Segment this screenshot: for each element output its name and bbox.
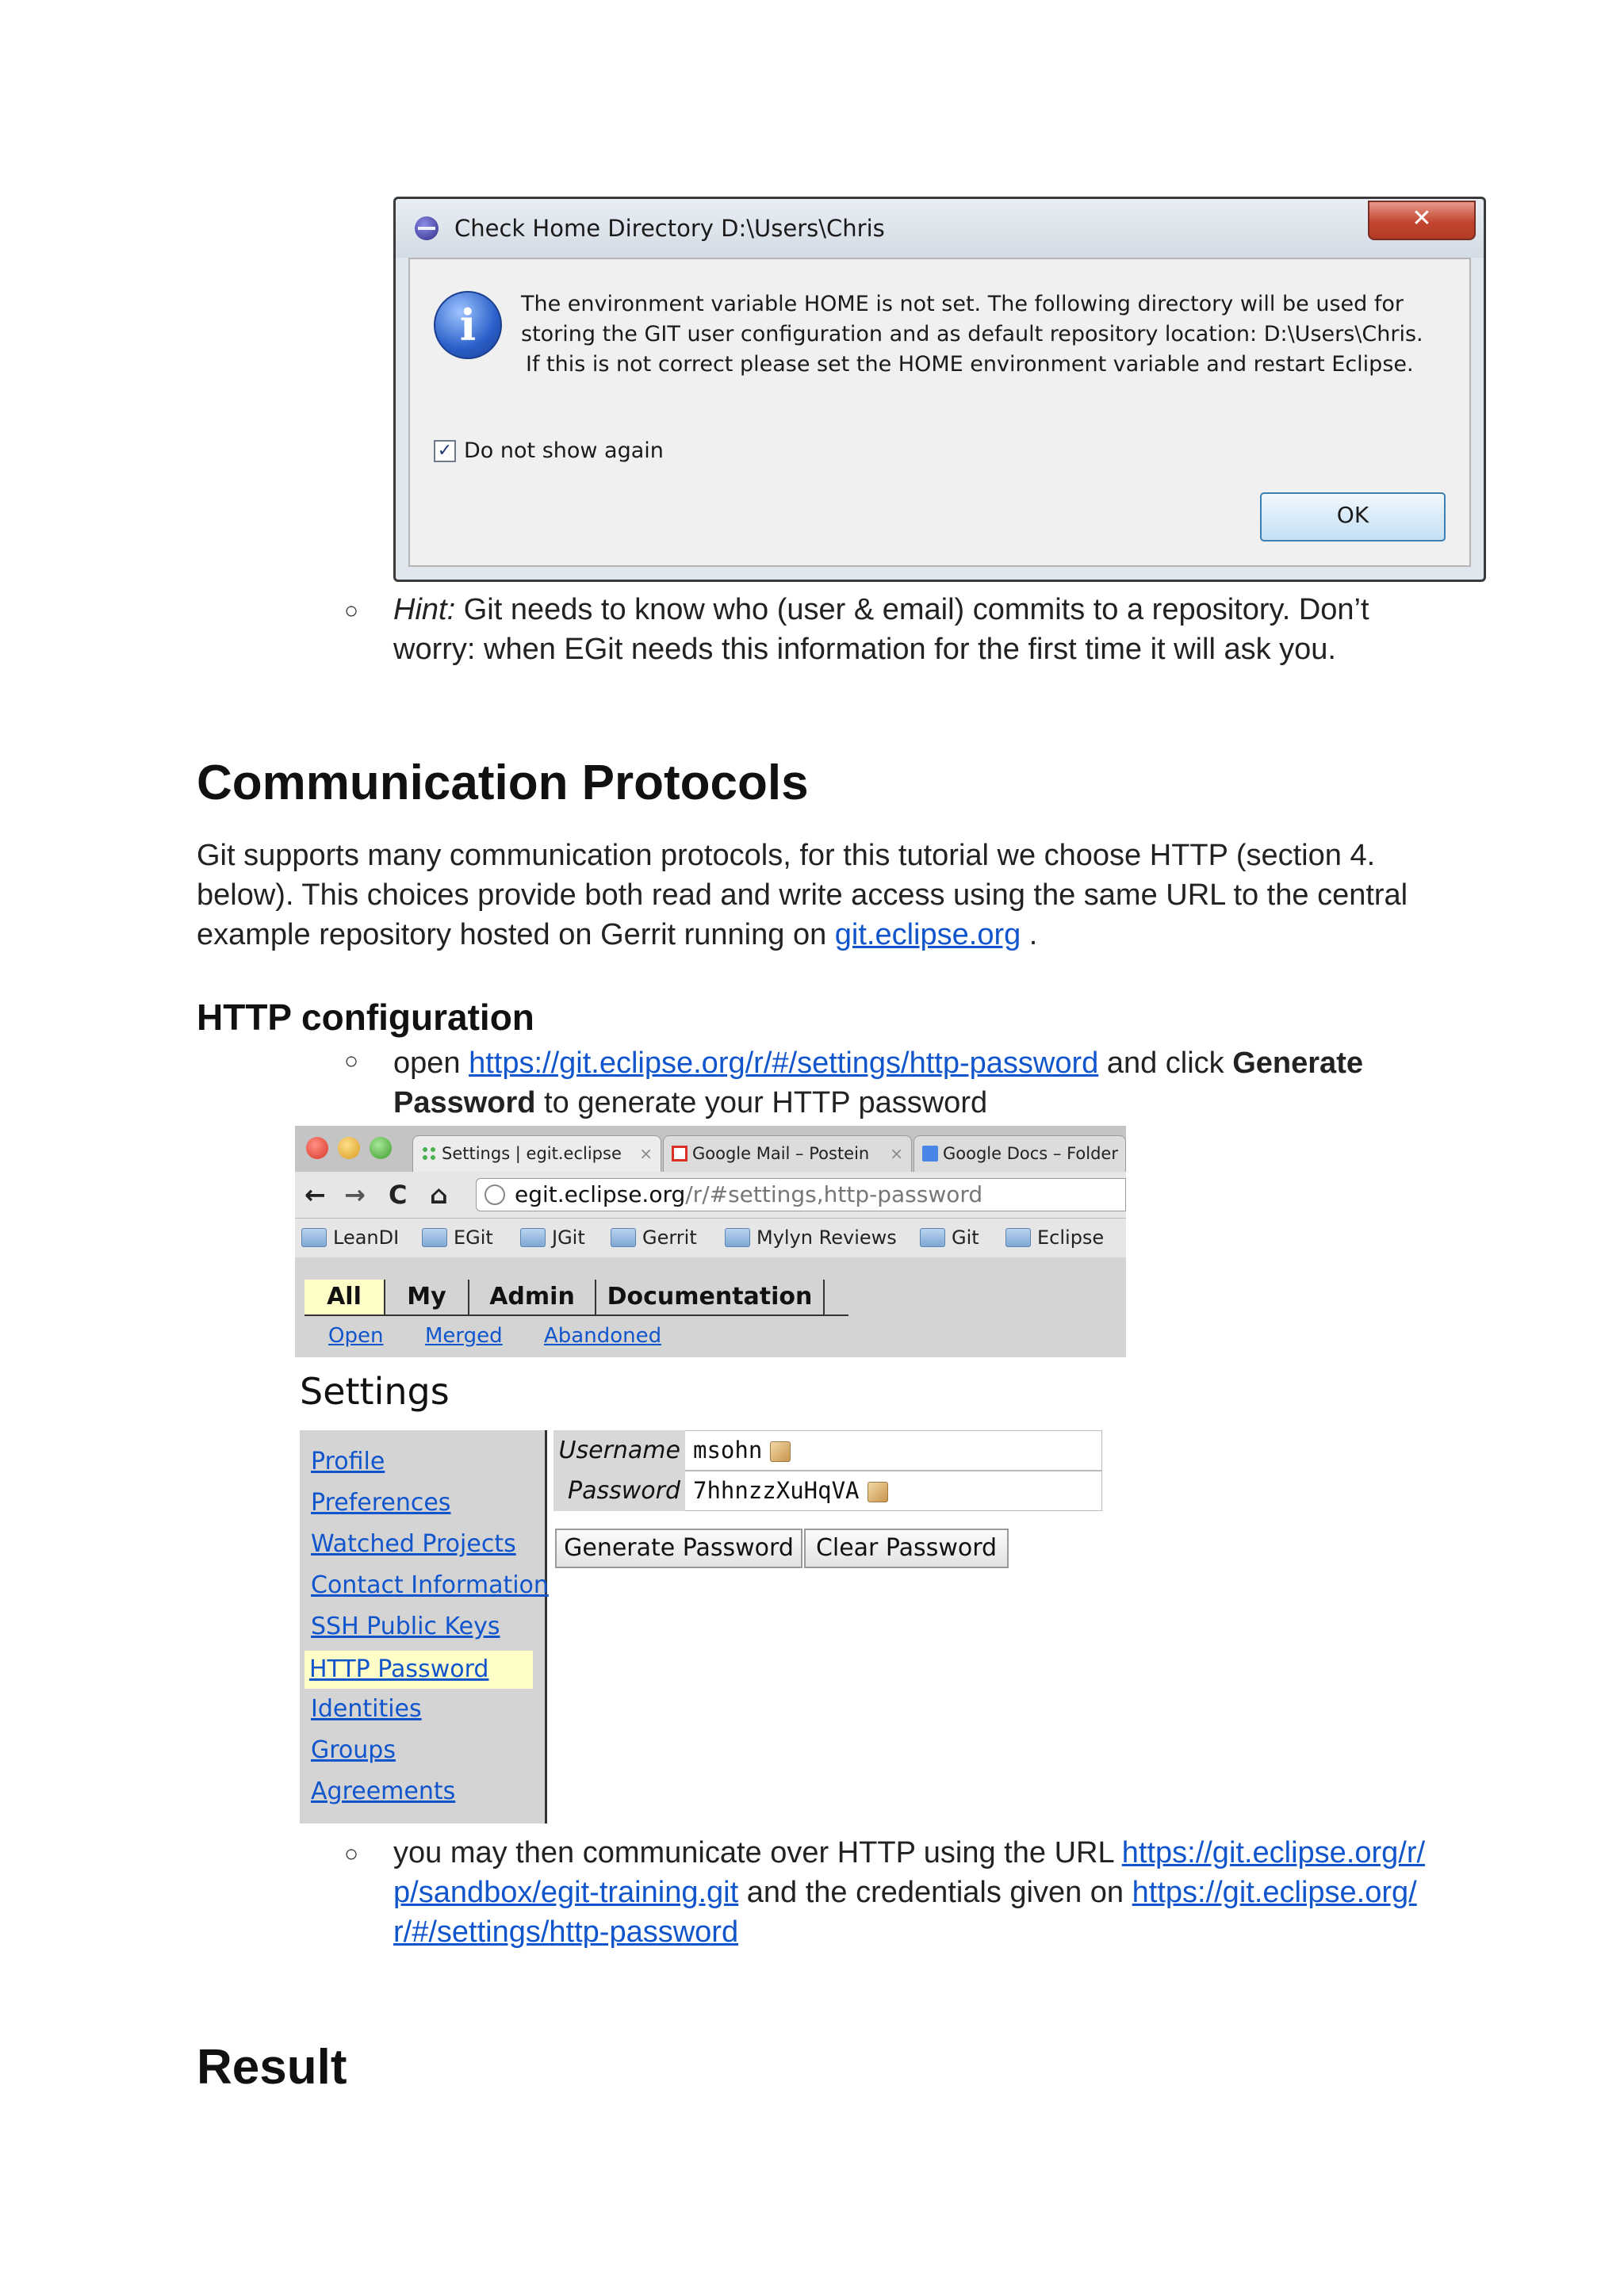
hint-line-1 xyxy=(393,590,1369,629)
folder-icon xyxy=(520,1228,546,1247)
side-nav-preferences[interactable]: Preferences xyxy=(311,1489,451,1517)
dialog-body xyxy=(408,258,1471,567)
bookmark-label: EGit xyxy=(454,1226,493,1249)
username-label: Username xyxy=(553,1430,685,1471)
http-password-settings-link[interactable]: https://git.eclipse.org/r/#/settings/http-password xyxy=(469,1047,1099,1080)
dialog-message xyxy=(521,289,1465,380)
bookmark-jgit[interactable] xyxy=(520,1226,585,1249)
settings-title: Settings xyxy=(300,1370,450,1413)
http-bullet2-line1 xyxy=(393,1833,1425,1873)
bookmark-label: Git xyxy=(952,1226,979,1249)
side-nav-ssh-public-keys[interactable]: SSH Public Keys xyxy=(311,1613,500,1640)
gerrit-icon xyxy=(421,1146,437,1161)
menu-tab-my[interactable]: My xyxy=(385,1280,469,1314)
username-text: msohn xyxy=(693,1437,763,1464)
bookmark-eclipse[interactable] xyxy=(1005,1226,1104,1249)
comm-text: example repository hosted on Gerrit running on xyxy=(197,918,835,951)
hint-label: Hint: xyxy=(393,593,456,626)
checkbox-label: Do not show again xyxy=(464,438,664,463)
git-eclipse-link[interactable]: git.eclipse.org xyxy=(834,918,1021,951)
list-bullet: ○ xyxy=(344,1048,359,1074)
settings-side-nav xyxy=(300,1430,547,1823)
bookmark-label: LeanDI xyxy=(333,1226,400,1249)
bookmark-git[interactable] xyxy=(920,1226,979,1249)
credentials-link[interactable]: https://git.eclipse.org/ xyxy=(1132,1876,1417,1909)
tab-close-icon[interactable]: × xyxy=(890,1144,903,1163)
bookmark-egit[interactable] xyxy=(422,1226,493,1249)
maximize-window-icon[interactable] xyxy=(370,1137,392,1159)
http-bullet2-line2 xyxy=(393,1873,1417,1912)
bookmark-gerrit[interactable] xyxy=(611,1226,697,1249)
table-row xyxy=(553,1471,1102,1511)
dialog-close-button[interactable]: ✕ xyxy=(1368,201,1476,240)
username-value xyxy=(685,1430,1102,1471)
eclipse-icon xyxy=(415,216,439,240)
copy-icon[interactable] xyxy=(868,1482,888,1502)
folder-icon xyxy=(920,1228,945,1247)
url-path: /r/#settings,http-password xyxy=(685,1181,983,1207)
url-host: egit.eclipse.org xyxy=(515,1181,686,1207)
folder-icon xyxy=(422,1228,447,1247)
message-line: storing the GIT user configuration and as default repository location: D:\Users\Chris. xyxy=(521,322,1423,346)
menu-tab-admin[interactable]: Admin xyxy=(469,1280,596,1314)
do-not-show-again-checkbox[interactable]: ✓ xyxy=(434,440,456,462)
address-bar[interactable] xyxy=(476,1178,1126,1211)
message-line: The environment variable HOME is not set. The following directory will be used for xyxy=(521,292,1404,316)
docs-icon xyxy=(922,1146,938,1161)
dialog-title: Check Home Directory D:\Users\Chris xyxy=(454,215,885,242)
egit-training-repo-link-cont[interactable]: p/sandbox/egit-training.git xyxy=(393,1876,739,1909)
password-bold-text: Password xyxy=(393,1086,536,1119)
table-row xyxy=(553,1430,1102,1471)
menu-tab-all[interactable]: All xyxy=(304,1280,385,1314)
comm-line-1: Git supports many communication protocols, for this tutorial we choose HTTP (section 4. xyxy=(197,839,1376,872)
egit-training-repo-link[interactable]: https://git.eclipse.org/r/ xyxy=(1121,1836,1426,1869)
folder-icon xyxy=(301,1228,327,1247)
bullet2-text-2: and the credentials given on xyxy=(738,1876,1132,1909)
bookmark-label: JGit xyxy=(552,1226,585,1249)
gerrit-settings-screenshot xyxy=(295,1126,1126,1823)
password-value xyxy=(685,1471,1102,1511)
bookmark-leandi[interactable] xyxy=(301,1226,399,1249)
heading-result: Result xyxy=(197,2040,347,2095)
browser-navbar xyxy=(295,1172,1126,1218)
tab-close-icon[interactable]: × xyxy=(639,1144,653,1163)
gmail-icon xyxy=(672,1146,688,1161)
hint-line-2: worry: when EGit needs this information for the first time it will ask you. xyxy=(393,633,1336,666)
bookmark-mylyn-reviews[interactable] xyxy=(725,1226,897,1249)
comm-text-after: . xyxy=(1021,918,1038,951)
heading-http-configuration: HTTP configuration xyxy=(197,997,534,1038)
close-window-icon[interactable] xyxy=(306,1137,328,1159)
credentials-link-cont[interactable]: r/#/settings/http-password xyxy=(393,1915,739,1949)
clear-password-button[interactable]: Clear Password xyxy=(804,1529,1009,1568)
heading-communication-protocols: Communication Protocols xyxy=(197,756,809,810)
message-line: If this is not correct please set the HOME environment variable and restart Eclipse. xyxy=(526,352,1414,377)
browser-tab-settings[interactable] xyxy=(412,1135,661,1172)
side-nav-agreements[interactable]: Agreements xyxy=(311,1777,456,1805)
credentials-table xyxy=(553,1430,1102,1511)
side-nav-identities[interactable]: Identities xyxy=(311,1695,422,1723)
dialog-titlebar xyxy=(396,199,1484,258)
hint-text: Git needs to know who (user & email) commits to a repository. Don’t xyxy=(455,593,1369,626)
password-label: Password xyxy=(553,1471,685,1511)
comm-line-3 xyxy=(197,915,1465,955)
home-icon[interactable]: ⌂ xyxy=(430,1180,448,1210)
bookmark-label: Mylyn Reviews xyxy=(756,1226,897,1249)
browser-tab-docs[interactable] xyxy=(914,1135,1126,1172)
http-bullet1-line1 xyxy=(393,1043,1363,1083)
bookmarks-bar xyxy=(295,1218,1126,1259)
submenu-open[interactable]: Open xyxy=(328,1324,384,1348)
http-bullet1-line2 xyxy=(393,1083,987,1123)
tab-label: Google Docs – Folder xyxy=(943,1144,1118,1163)
gerrit-top-menu xyxy=(295,1257,1126,1357)
and-click-text: and click xyxy=(1098,1047,1233,1080)
tab-label: Settings | egit.eclipse xyxy=(442,1144,622,1163)
side-nav-profile[interactable]: Profile xyxy=(311,1448,385,1475)
bookmark-label: Gerrit xyxy=(642,1226,697,1249)
folder-icon xyxy=(611,1228,636,1247)
generate-bold-text: Generate xyxy=(1232,1047,1363,1080)
side-nav-groups[interactable]: Groups xyxy=(311,1736,396,1764)
folder-icon xyxy=(1005,1228,1031,1247)
back-icon[interactable]: ← xyxy=(304,1180,326,1210)
globe-icon xyxy=(485,1184,505,1205)
menu-tab-documentation[interactable]: Documentation xyxy=(596,1280,825,1314)
side-nav-watched-projects[interactable]: Watched Projects xyxy=(311,1530,516,1558)
browser-chrome xyxy=(295,1126,1126,1357)
generate-password-button[interactable]: Generate Password xyxy=(555,1529,802,1568)
folder-icon xyxy=(725,1228,750,1247)
list-bullet: ○ xyxy=(344,598,359,624)
http-bullet2-line3 xyxy=(393,1912,738,1952)
submenu-abandoned[interactable]: Abandoned xyxy=(544,1324,662,1348)
bullet2-text: you may then communicate over HTTP using the URL xyxy=(393,1836,1122,1869)
side-nav-http-password[interactable]: HTTP Password xyxy=(304,1651,533,1689)
forward-icon[interactable]: → xyxy=(344,1180,366,1210)
info-icon: i xyxy=(434,291,502,359)
do-not-show-again-row[interactable] xyxy=(434,438,664,463)
copy-icon[interactable] xyxy=(770,1441,791,1462)
password-text: 7hhnzzXuHqVA xyxy=(693,1477,860,1504)
menu-divider xyxy=(304,1314,848,1316)
ok-button[interactable]: OK xyxy=(1260,492,1446,541)
browser-tabstrip xyxy=(295,1126,1126,1172)
bookmark-label: Eclipse xyxy=(1037,1226,1105,1249)
submenu-merged[interactable]: Merged xyxy=(425,1324,503,1348)
open-text: open xyxy=(393,1047,469,1080)
reload-icon[interactable]: C xyxy=(389,1180,408,1210)
tab-label: Google Mail – Postein xyxy=(692,1144,870,1163)
check-home-directory-dialog xyxy=(393,197,1486,582)
minimize-window-icon[interactable] xyxy=(338,1137,360,1159)
browser-tab-gmail[interactable] xyxy=(663,1135,912,1172)
side-nav-contact-information[interactable]: Contact Information xyxy=(311,1571,549,1599)
list-bullet: ○ xyxy=(344,1841,359,1867)
comm-line-2: below). This choices provide both read and write access using the same URL to the central xyxy=(197,878,1408,912)
rest-text: to generate your HTTP password xyxy=(535,1086,988,1119)
